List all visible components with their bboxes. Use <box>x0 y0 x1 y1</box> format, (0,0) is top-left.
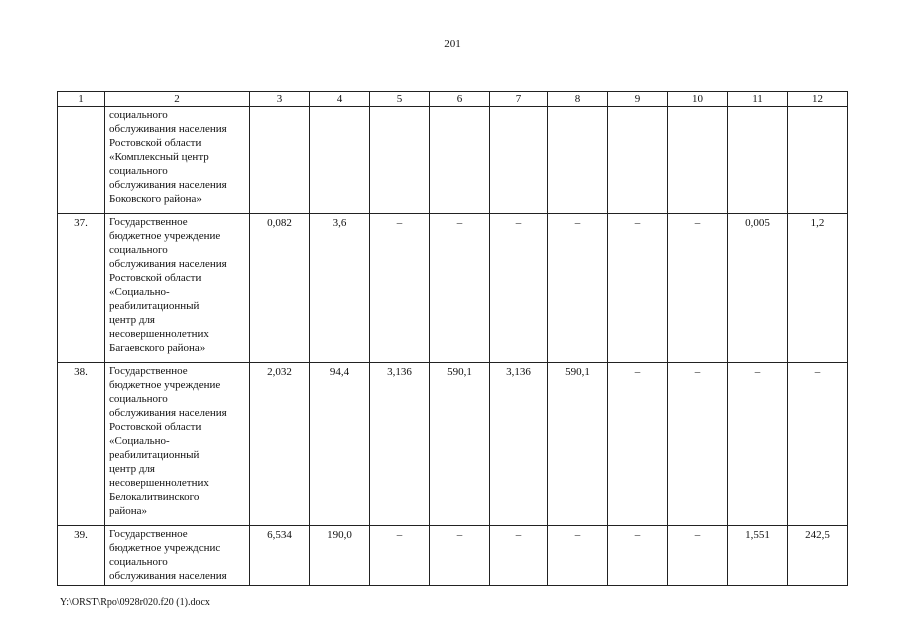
table-cell: – <box>430 214 490 363</box>
table-cell: 0,082 <box>250 214 310 363</box>
table-cell: – <box>728 363 788 526</box>
table-cell: 0,005 <box>728 214 788 363</box>
row-number <box>58 107 105 214</box>
table-cell: – <box>608 526 668 586</box>
table-cell: – <box>490 526 548 586</box>
table-cell: – <box>668 214 728 363</box>
table-cell: – <box>788 363 848 526</box>
table-cell <box>310 107 370 214</box>
table-cell <box>250 107 310 214</box>
table-cell <box>430 107 490 214</box>
header-cell: 1 <box>58 92 105 107</box>
table-cell: 94,4 <box>310 363 370 526</box>
page-number: 201 <box>444 38 461 50</box>
table-cell: – <box>548 214 608 363</box>
table-cell <box>668 107 728 214</box>
header-cell: 4 <box>310 92 370 107</box>
row-number: 39. <box>58 526 105 586</box>
institution-name: социального обслуживания населения Ростовской области «Комплексный центр социального обслуживания населения Боковского района» <box>105 107 250 214</box>
table-cell: – <box>668 363 728 526</box>
header-cell: 10 <box>668 92 728 107</box>
table-cell: 6,534 <box>250 526 310 586</box>
table-row <box>58 107 848 214</box>
header-row <box>58 92 848 107</box>
table-cell: 590,1 <box>548 363 608 526</box>
table-cell <box>608 107 668 214</box>
table-cell: – <box>490 214 548 363</box>
table-cell: 1,2 <box>788 214 848 363</box>
table-cell: – <box>370 526 430 586</box>
institution-name: Государственное бюджетное учреждение социального обслуживания населения Ростовской области «Социально- реабилитационный центр для несовершеннолетних Белокалитвинского района» <box>105 363 250 526</box>
data-table <box>57 91 848 586</box>
header-cell: 7 <box>490 92 548 107</box>
table-cell <box>490 107 548 214</box>
table-cell: 3,6 <box>310 214 370 363</box>
table-cell <box>370 107 430 214</box>
file-path-footer: Y:\ORST\Rpo\0928r020.f20 (1).docx <box>60 597 210 608</box>
header-cell: 11 <box>728 92 788 107</box>
institution-name: Государственное бюджетное учреждение социального обслуживания населения Ростовской области «Социально- реабилитационный центр для несовершеннолетних Багаевского района» <box>105 214 250 363</box>
table-cell: 590,1 <box>430 363 490 526</box>
table-cell: – <box>668 526 728 586</box>
table-cell: 3,136 <box>370 363 430 526</box>
table-cell: 1,551 <box>728 526 788 586</box>
table-cell <box>548 107 608 214</box>
table-cell: 242,5 <box>788 526 848 586</box>
header-cell: 8 <box>548 92 608 107</box>
header-cell: 6 <box>430 92 490 107</box>
table-cell <box>728 107 788 214</box>
table-row <box>58 214 848 363</box>
header-cell: 9 <box>608 92 668 107</box>
header-cell: 5 <box>370 92 430 107</box>
table-row <box>58 363 848 526</box>
table-cell <box>788 107 848 214</box>
table-cell: 3,136 <box>490 363 548 526</box>
table-cell: – <box>548 526 608 586</box>
header-cell: 2 <box>105 92 250 107</box>
table-cell: – <box>608 363 668 526</box>
institution-name: Государственное бюджетное учреждснис социального обслуживания населения <box>105 526 250 586</box>
table-row <box>58 526 848 586</box>
header-cell: 12 <box>788 92 848 107</box>
row-number: 37. <box>58 214 105 363</box>
table-cell: 2,032 <box>250 363 310 526</box>
table-cell: – <box>370 214 430 363</box>
table-cell: 190,0 <box>310 526 370 586</box>
row-number: 38. <box>58 363 105 526</box>
table-cell: – <box>430 526 490 586</box>
header-cell: 3 <box>250 92 310 107</box>
table-cell: – <box>608 214 668 363</box>
